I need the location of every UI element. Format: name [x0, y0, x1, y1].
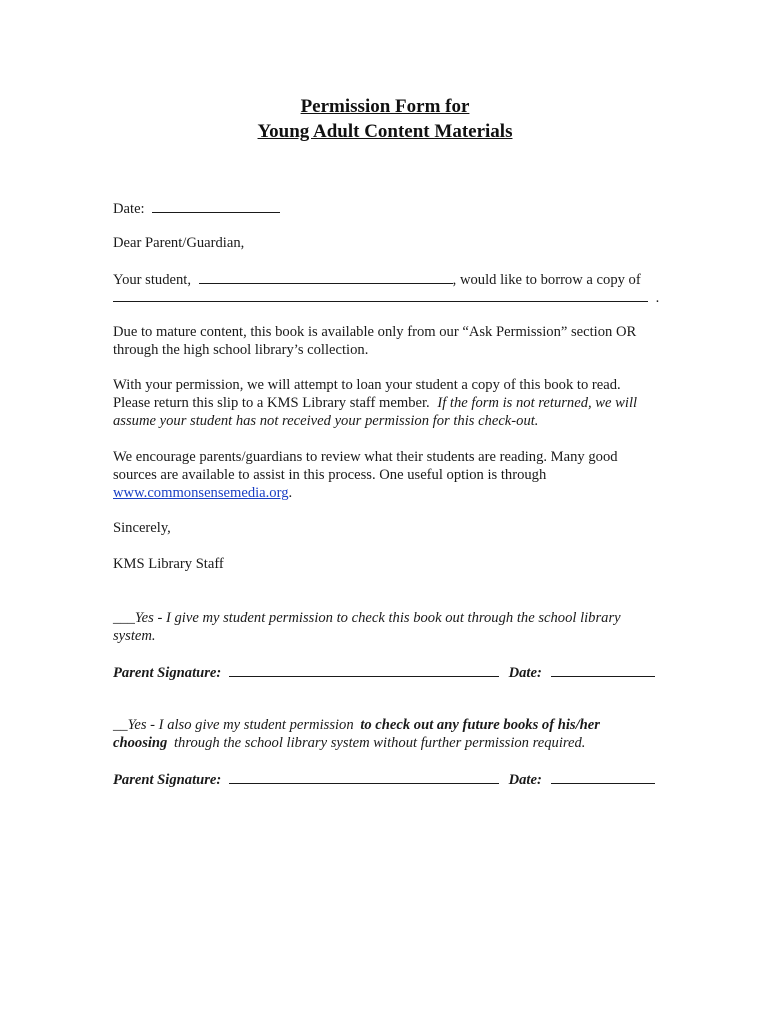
signoff: KMS Library Staff	[113, 556, 224, 572]
student-row	[113, 270, 641, 289]
para1-line-2: through the high school library’s collection.	[113, 342, 369, 358]
option2-line-2-italic: through the school library system without further permission required.	[174, 735, 586, 751]
book-title-row	[113, 288, 659, 307]
option2-line-2-bold: choosing	[113, 735, 168, 751]
form-title-line-2: Young Adult Content Materials	[257, 121, 513, 142]
para3-link-end: .	[288, 485, 293, 501]
option2-line-1	[113, 716, 600, 734]
para3-line-2: sources are available to assist in this process. One useful option is through	[113, 467, 547, 483]
para1-line-1: Due to mature content, this book is available only from our “Ask Permission” section OR	[113, 324, 637, 340]
option2-line-2	[113, 734, 585, 752]
para3-line-1: We encourage parents/guardians to review what their students are reading. Many good	[113, 449, 618, 465]
date-blank[interactable]	[152, 199, 280, 213]
para2-line-2-normal: Please return this slip to a KMS Library staff member.	[113, 395, 430, 411]
para3-line-3	[113, 484, 292, 502]
signature1-date-label: Date:	[508, 665, 542, 681]
student-suffix: , would like to borrow a copy of	[452, 272, 641, 288]
date-label: Date:	[113, 201, 145, 217]
salutation: Dear Parent/Guardian,	[113, 235, 245, 251]
signature1-date-blank[interactable]	[551, 663, 655, 677]
option1-line-2: system.	[113, 628, 156, 644]
option2-line-1-italic: __Yes - I also give my student permission	[113, 717, 354, 733]
para2-line-1: With your permission, we will attempt to loan your student a copy of this book to read.	[113, 377, 621, 393]
signature1-label: Parent Signature:	[113, 665, 222, 681]
date-row	[113, 199, 280, 218]
signature2-blank[interactable]	[229, 770, 499, 784]
student-name-blank[interactable]	[199, 270, 453, 284]
closing: Sincerely,	[113, 520, 171, 536]
signature2-label: Parent Signature:	[113, 772, 222, 788]
book-title-end: .	[655, 290, 660, 306]
para2-line-2-italic: If the form is not returned, we will	[437, 395, 638, 411]
option1-line-1: ___Yes - I give my student permission to check this book out through the school library	[113, 610, 621, 626]
signature1-blank[interactable]	[229, 663, 499, 677]
para2-line-2	[113, 394, 637, 412]
option2-line-1-bold: to check out any future books of his/her	[360, 717, 600, 733]
signature1-row	[113, 663, 655, 682]
student-prefix: Your student,	[113, 272, 191, 288]
book-title-blank[interactable]	[113, 288, 648, 302]
signature2-date-label: Date:	[508, 772, 542, 788]
para2-line-3: assume your student has not received your permission for this check-out.	[113, 413, 539, 429]
form-title-line-1: Permission Form for	[300, 96, 470, 117]
signature2-date-blank[interactable]	[551, 770, 655, 784]
signature2-row	[113, 770, 655, 789]
commonsensemedia-link[interactable]: www.commonsensemedia.org	[113, 485, 289, 501]
